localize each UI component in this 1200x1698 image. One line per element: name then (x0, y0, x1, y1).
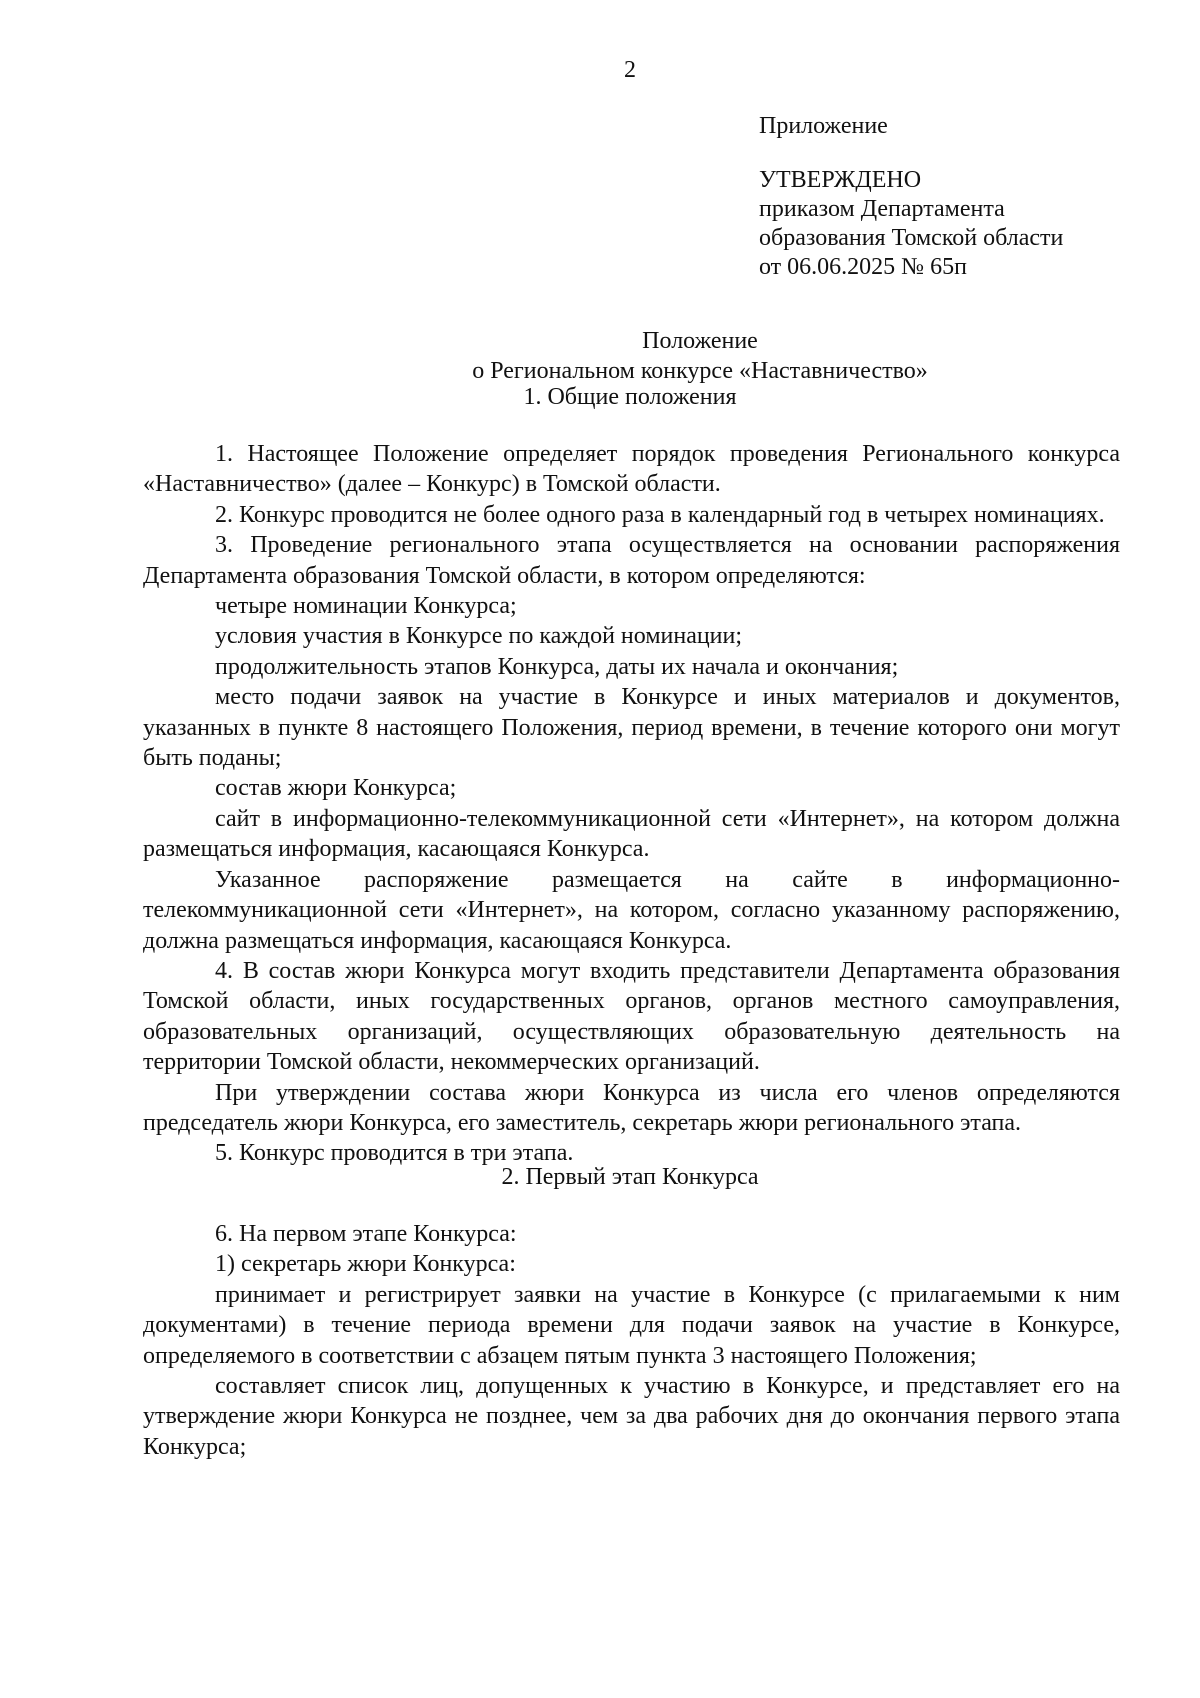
section-2-body (143, 1219, 1120, 1462)
paragraph-6: 6. На первом этапе Конкурса: (215, 1221, 517, 1247)
title-line-1: Положение (642, 328, 758, 354)
section-1-heading: 1. Общие положения (523, 384, 737, 410)
list-item-submission-place: место подачи заявок на участие в Конкурсе и иных материалов и документов, указанных в пункте 8 настоящего Положения, период времени, в течение которого они могут быть поданы; (143, 684, 1120, 772)
section-2-heading: 2. Первый этап Конкурса (501, 1164, 759, 1190)
paragraph-2: 2. Конкурс проводится не более одного раза в календарный год в четырех номинациях. (215, 501, 1105, 528)
paragraph-order-placement: Указанное распоряжение размещается на сайте в информационно-телекоммуникационной сети «Интернет», на котором, согласно указанному распоряжению, должна размещаться информация, касающаяся Конкурса. (143, 866, 1120, 954)
title-line-2: о Региональном конкурсе «Наставничество» (472, 358, 928, 384)
paragraph-5: 5. Конкурс проводится в три этапа. (215, 1140, 574, 1167)
paragraph-3: 3. Проведение регионального этапа осуществляется на основании распоряжения Департамента образования Томской области, в котором определяются: (143, 532, 1120, 589)
approval-line-1: приказом Департамента (759, 196, 1005, 222)
attachment-label: Приложение (759, 113, 888, 139)
approval-block (759, 112, 1063, 282)
paragraph-participants-list: составляет список лиц, допущенных к участию в Конкурсе, и представляет его на утверждение жюри Конкурса не позднее, чем за два рабочих дня до окончания первого этапа Конкурса; (143, 1373, 1120, 1460)
list-item-nominations: четыре номинации Конкурса; (215, 593, 517, 620)
paragraph-accepts-applications: принимает и регистрирует заявки на участие в Конкурсе (с прилагаемыми к ним документами) в течение периода времени для подачи заявок на участие в Конкурсе, определяемого в соответствии с абзацем пятым пункта 3 настоящего Положения; (143, 1281, 1120, 1369)
list-item-conditions: условия участия в Конкурсе по каждой номинации; (215, 623, 743, 650)
paragraph-1: 1. Настоящее Положение определяет порядок проведения Регионального конкурса «Наставничество» (далее – Конкурс) в Томской области. (143, 441, 1120, 498)
list-item-website: сайт в информационно-телекоммуникационной сети «Интернет», на котором должна размещаться информация, касающаяся Конкурса. (143, 805, 1120, 863)
approval-line-2: образования Томской области (759, 225, 1064, 251)
section-1-body (143, 439, 1120, 1169)
paragraph-jury-roles: При утверждении состава жюри Конкурса из числа его членов определяются председатель жюри Конкурса, его заместитель, секретарь жюри регионального этапа. (143, 1079, 1120, 1136)
approved-stamp-text: УТВЕРЖДЕНО (759, 167, 922, 193)
paragraph-4: 4. В состав жюри Конкурса могут входить представители Департамента образования Томской области, иных государственных органов, органов местного самоуправления, образовательных организаций, осуществляющих образовательную деятельность на территории Томской области, некоммерческих организаций. (143, 957, 1120, 1076)
page-number: 2 (624, 57, 636, 83)
list-item-duration: продолжительность этапов Конкурса, даты их начала и окончания; (215, 653, 899, 680)
list-item-jury: состав жюри Конкурса; (215, 775, 457, 802)
paragraph-6-1: 1) секретарь жюри Конкурса: (215, 1251, 516, 1278)
document-title (140, 326, 1200, 386)
approval-line-3: от 06.06.2025 № 65п (759, 254, 967, 280)
